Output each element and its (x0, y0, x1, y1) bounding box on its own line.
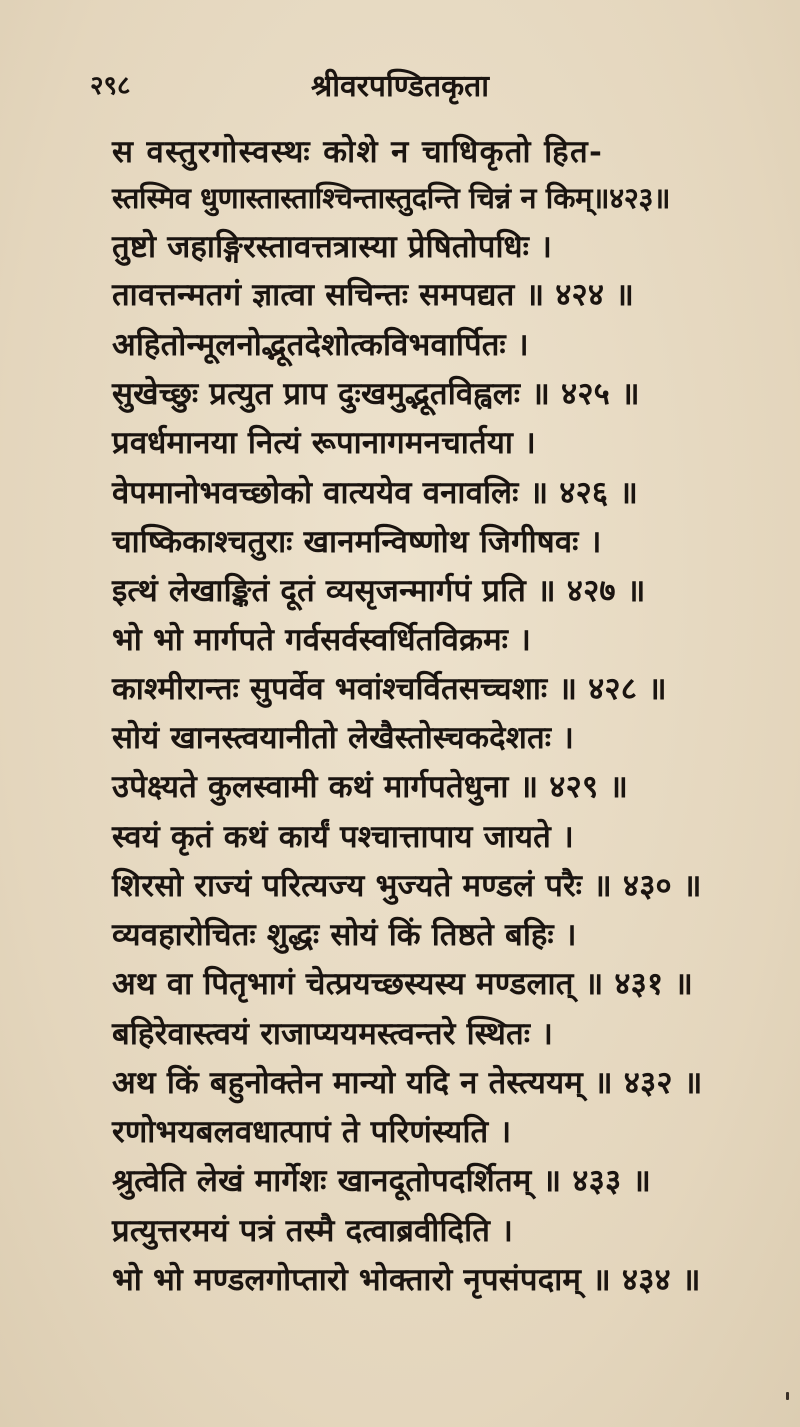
verse-line: अथ किं बहुनोक्तेन मान्यो यदि न तेस्त्ययम् ॥ ४३२ ॥ (112, 1065, 703, 1101)
verse-line: सुखेच्छुः प्रत्युत प्राप दुःखमुद्भूतविह्वलः ॥ ४२५ ॥ (112, 376, 640, 412)
ink-speck (786, 1392, 789, 1400)
verse-line: तावत्तन्मतगं ज्ञात्वा सचिन्तः समपद्यत ॥ ४२४ ॥ (112, 277, 634, 313)
page-header (0, 60, 800, 120)
verse-line: रणोभयबलवधात्पापं ते परिणंस्यति । (112, 1114, 512, 1150)
verse-line: सोयं खानस्त्वयानीतो लेखैस्तोस्चकदेशतः । (112, 720, 575, 756)
verse-line: स्वयं कृतं कथं कार्यं पश्चात्तापाय जायते । (112, 819, 574, 855)
verse-line: उपेक्ष्यते कुलस्वामी कथं मार्गपतेधुना ॥ ४२९ ॥ (112, 769, 629, 805)
verse-line: शिरसो राज्यं परित्यज्य भुज्यते मण्डलं परैः ॥ ४३० ॥ (112, 868, 702, 904)
verse-line: स वस्तुरगोस्वस्थः कोशे न चाधिकृतो हित- (112, 134, 604, 170)
page-number: २९८ (90, 71, 131, 101)
verse-line: बहिरेवास्त्वयं राजाप्ययमस्त्वन्तरे स्थितः । (112, 1016, 554, 1052)
verse-line: प्रवर्धमानया नित्यं रूपानागमनचार्तया । (112, 425, 536, 461)
verse-line: चाष्किकाश्चतुराः खानमन्विष्णोथ जिगीषवः । (112, 524, 602, 560)
verse-line: भो भो मण्डलगोप्तारो भोक्तारो नृपसंपदाम् ॥ ४३४ ॥ (112, 1262, 701, 1298)
verse-line: तुष्टो जहाङ्गिरस्तावत्तत्रास्या प्रेषितोपधिः । (112, 229, 553, 265)
verse-line: अथ वा पितृभागं चेत्प्रयच्छस्यस्य मण्डलात् ॥ ४३१ ॥ (112, 966, 694, 1002)
verse-line: व्यवहारोचितः शुद्धः सोयं किं तिष्ठते बहिः । (112, 917, 577, 953)
verse-line: श्रुत्वेति लेखं मार्गेशः खानदूतोपदर्शितम् ॥ ४३३ ॥ (112, 1163, 652, 1199)
running-title: श्रीवरपण्डितकृता (310, 69, 490, 104)
verse-line: भो भो मार्गपते गर्वसर्वस्वर्धितविक्रमः । (112, 622, 532, 658)
verse-line: स्तस्मिव धुणास्तास्ताश्चिन्तास्तुदन्ति चिन्नं न किम्॥४२३॥ (112, 181, 671, 215)
verse-line: वेपमानोभवच्छोको वात्ययेव वनावलिः ॥ ४२६ ॥ (112, 475, 639, 511)
verse-line: इत्थं लेखाङ्कितं दूतं व्यसृजन्मार्गपं प्रति ॥ ४२७ ॥ (112, 573, 646, 609)
verse-line: अहितोन्मूलनोद्भूतदेशोत्कविभवार्पितः । (112, 327, 529, 363)
verse-line: काश्मीरान्तः सुपर्वेव भवांश्चर्वितसच्चशाः ॥ ४२८ ॥ (112, 671, 667, 707)
verse-line: प्रत्युत्तरमयं पत्रं तस्मै दत्वाब्रवीदिति । (112, 1213, 514, 1249)
